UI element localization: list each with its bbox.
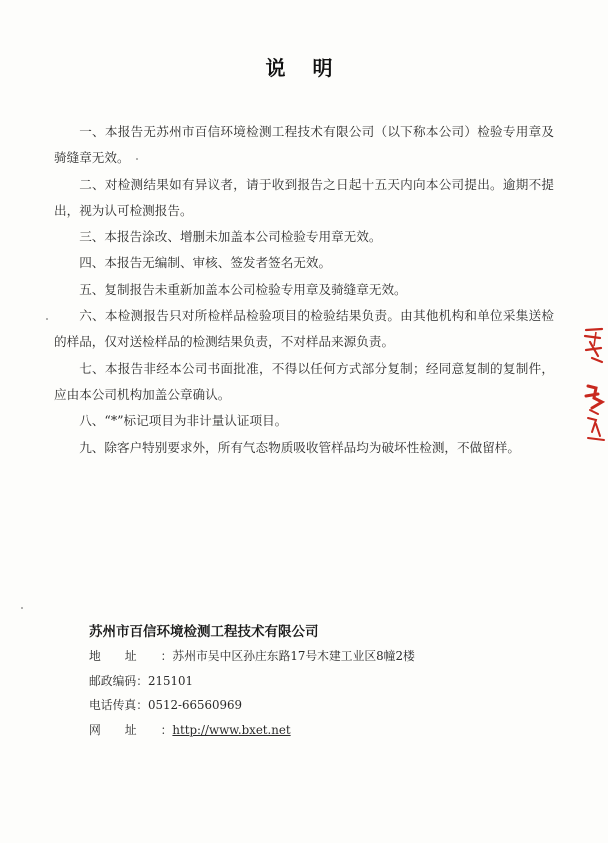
notice-item-2: 二、对检测结果如有异议者，请于收到报告之日起十五天内向本公司提出。逾期不提出，视为认可检测报告。 <box>54 176 554 218</box>
notice-item-8: 八、“*”标记项目为非计量认证项目。 <box>79 413 288 429</box>
website-label: 网址 <box>89 722 161 737</box>
notice-item-5: 五、复制报告未重新加盖本公司检验专用章及骑缝章无效。 <box>79 281 407 297</box>
page-title: 说 明 <box>265 56 343 80</box>
notice-item-6: 六、本检测报告只对所检样品检验项目的检验结果负责。由其他机构和单位采集送检的样品，仅对送检样品的检测结果负责，不对样品来源负责。 <box>54 308 554 350</box>
company-name: 苏州市百信环境检测工程技术有限公司 <box>89 624 319 640</box>
address-value: ：苏州市吴中区孙庄东路17号木建工业区8幢2楼 <box>160 649 415 663</box>
contact-info <box>89 644 549 742</box>
notice-item-1: 一、本报告无苏州市百信环境检测工程技术有限公司（以下称本公司）检验专用章及骑缝章无效。 <box>54 124 554 166</box>
website-separator: ： <box>160 722 173 737</box>
scan-speck <box>46 318 48 320</box>
phone-value: ：0512-66560969 <box>136 698 243 712</box>
seam-stamp-fragment-bottom <box>582 404 608 444</box>
scan-speck <box>21 607 23 609</box>
notice-item-4: 四、本报告无编制、审核、签发者签名无效。 <box>79 255 332 271</box>
postcode-row <box>89 669 549 694</box>
phone-label: 电话传真 <box>89 698 137 712</box>
postcode-label: 邮政编码 <box>89 673 137 688</box>
address-row <box>89 644 549 669</box>
seam-stamp-fragment-top <box>582 326 608 366</box>
notice-item-3: 三、本报告涂改、增删未加盖本公司检验专用章无效。 <box>79 229 382 245</box>
notice-item-7: 七、本报告非经本公司书面批准，不得以任何方式部分复制；经同意复制的复制件，应由本公司机构加盖公章确认。 <box>54 360 554 402</box>
notice-body <box>54 119 554 461</box>
address-label: 地址 <box>89 649 161 663</box>
scan-speck <box>136 158 138 160</box>
postcode-value: ：215101 <box>136 673 194 688</box>
website-row <box>89 718 549 743</box>
phone-row <box>89 693 549 718</box>
notice-item-9: 九、除客户特别要求外，所有气态物质吸收管样品均为破坏性检测，不做留样。 <box>79 439 520 455</box>
website-link[interactable]: http://www.bxet.net <box>172 722 291 737</box>
